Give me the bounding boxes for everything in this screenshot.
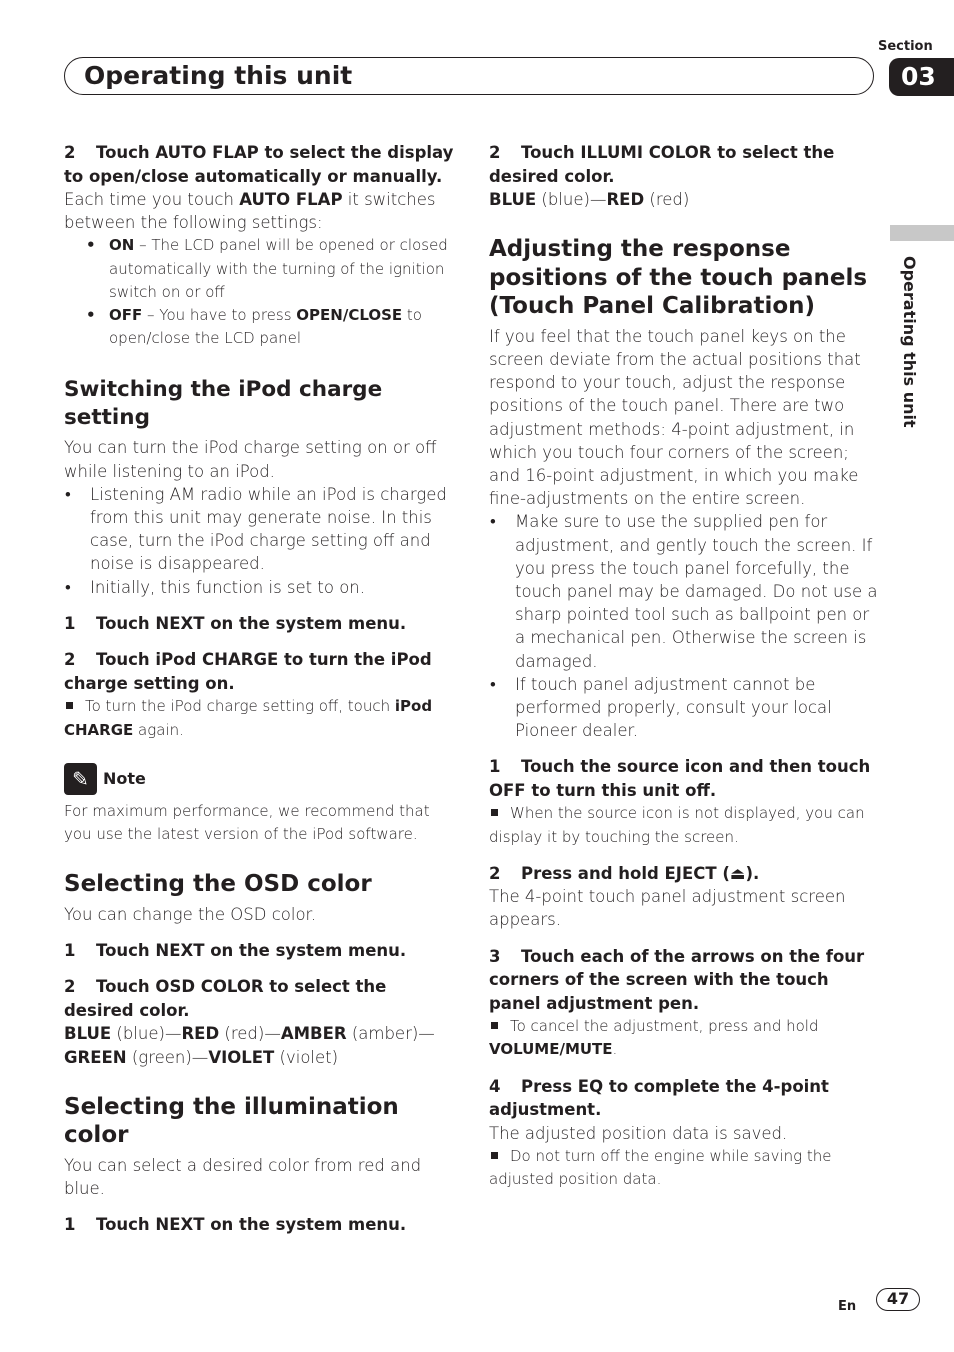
step-osd-2: 2 Touch OSD COLOR to select the desired color. [64, 977, 387, 1020]
list-item: • If touch panel adjustment cannot be performed properly, consult your local Pioneer dealer. [489, 673, 879, 743]
step-ipod-2: 2 Touch iPod CHARGE to turn the iPod charge setting on. [64, 650, 432, 693]
side-tab-marker [890, 225, 954, 241]
step-calib-3: 3 Touch each of the arrows on the four corners of the screen with the touch panel adjustment pen. [489, 946, 865, 1013]
calib-intro: If you feel that the touch panel keys on the screen deviate from the actual positions that respond to your touch, adjust the response positions of the touch panel. There are two adjustment methods: 4-point adjustment, in which you touch four corners of the screen; and 16-point adjustment, in which you make fine-adjustments on the entire screen. [489, 326, 861, 509]
side-tab-label: Operating this unit [900, 256, 919, 428]
right-column [489, 141, 879, 1191]
left-column [64, 141, 454, 1237]
osd-intro: You can change the OSD color. [64, 904, 317, 924]
square-bullet-icon [491, 809, 498, 816]
section-label: Section [878, 39, 933, 54]
heading-illumination-color: Selecting the illumination color [64, 1093, 399, 1149]
calib-tip-1: When the source icon is not displayed, you can display it by touching the screen. [489, 804, 865, 846]
note-header [64, 762, 454, 796]
page-title: Operating this unit [84, 61, 353, 90]
step-osd-1: 1 Touch NEXT on the system menu. [64, 940, 407, 960]
square-bullet-icon [491, 1152, 498, 1159]
page-number: 47 [876, 1288, 920, 1311]
heading-ipod-charge: Switching the iPod charge setting [64, 377, 383, 431]
step-calib-4: 4 Press EQ to complete the 4-point adjustment. [489, 1076, 829, 1120]
section-number-badge: 03 [889, 58, 954, 96]
language-label: En [838, 1299, 857, 1314]
list-item: • OFF – You have to press OPEN/CLOSE to open/close the LCD panel [64, 304, 454, 350]
list-item: • ON – The LCD panel will be opened or closed automatically with the turning of the ignition switch on or off [64, 234, 454, 304]
heading-touch-calibration: Adjusting the response positions of the touch panels (Touch Panel Calibration) [489, 236, 868, 320]
step-calib-1: 1 Touch the source icon and then touch OFF to turn this unit off. [489, 757, 871, 800]
heading-osd-color: Selecting the OSD color [64, 871, 372, 898]
calib-tip-4: Do not turn off the engine while saving the adjusted position data. [489, 1146, 832, 1188]
page-title-bar [64, 57, 874, 95]
note-label: Note [103, 769, 146, 789]
calib-tip-3: To cancel the adjustment, press and hold VOLUME/MUTE. [489, 1017, 819, 1059]
step-auto-flap: 2 Touch AUTO FLAP to select the display to open/close automatically or manually. [64, 143, 454, 186]
square-bullet-icon [66, 702, 73, 709]
auto-flap-options [64, 234, 454, 350]
list-item: • Make sure to use the supplied pen for adjustment, and gently touch the screen. If you press the touch panel forcefully, the touch panel may be damaged. Do not use a sharp pointed tool such as ballpoint pen or a mechanical pen. Otherwise the screen is damaged. [489, 510, 879, 672]
ipod-intro: You can turn the iPod charge setting on or off while listening to an iPod. [64, 438, 437, 481]
calib-bullets [489, 510, 879, 742]
auto-flap-desc: Each time you touch AUTO FLAP it switches between the following settings: [64, 190, 436, 233]
calib-desc-2: The 4-point touch panel adjustment screen appears. [489, 887, 846, 930]
ipod-tip: To turn the iPod charge setting off, touch iPod CHARGE again. [64, 697, 433, 739]
square-bullet-icon [491, 1022, 498, 1029]
osd-color-options: BLUE (blue)—RED (red)—AMBER (amber)— GREEN (green)—VIOLET (violet) [64, 1024, 435, 1067]
note-text: For maximum performance, we recommend that you use the latest version of the iPod software. [64, 801, 430, 843]
list-item: • Listening AM radio while an iPod is charged from this unit may generate noise. In this case, turn the iPod charge setting off and noise is disappeared. [64, 483, 454, 576]
illum-intro: You can select a desired color from red and blue. [64, 1155, 422, 1198]
pencil-note-icon: ✎ [64, 763, 97, 795]
step-illum-1: 1 Touch NEXT on the system menu. [64, 1215, 407, 1235]
ipod-bullets [64, 483, 454, 599]
step-calib-2: 2 Press and hold EJECT (⏏). [489, 863, 760, 883]
calib-desc-4: The adjusted position data is saved. [489, 1123, 788, 1143]
step-illum-2: 2 Touch ILLUMI COLOR to select the desired color. [489, 143, 835, 186]
step-ipod-1: 1 Touch NEXT on the system menu. [64, 613, 407, 633]
illum-color-options: BLUE (blue)—RED (red) [489, 190, 690, 209]
list-item: • Initially, this function is set to on. [64, 576, 454, 599]
